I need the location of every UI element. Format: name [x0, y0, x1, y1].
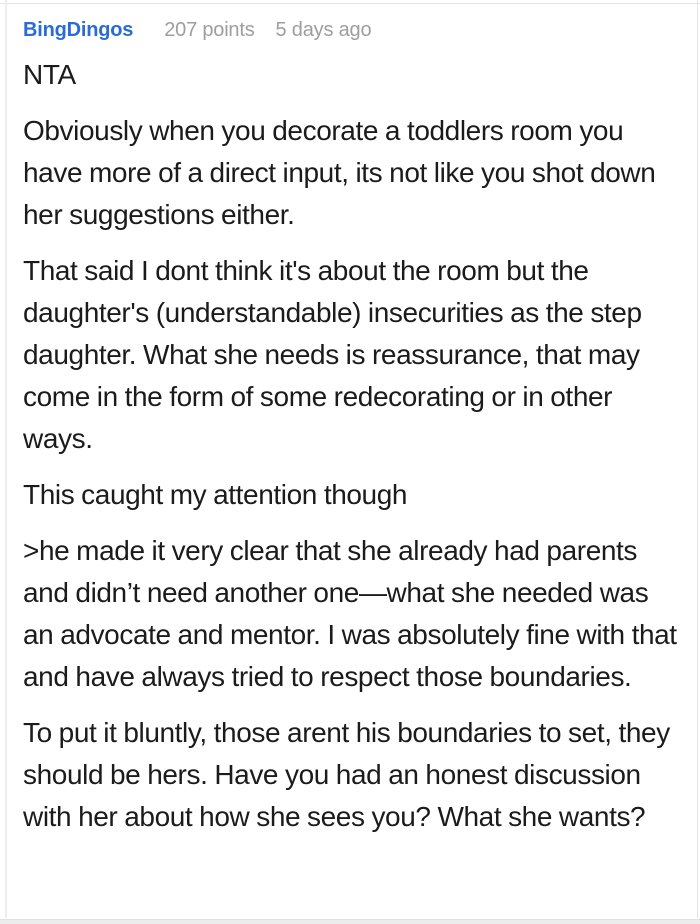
comment-body [23, 54, 683, 838]
reddit-comment [23, 0, 683, 838]
next-element-edge [0, 919, 700, 924]
comment-quote-paragraph: >he made it very clear that she already had parents and didn’t need another one—what she needed was an advocate and mentor. I was absolutely fine with that and have always tried to respect those boundaries. [23, 535, 677, 692]
comment-author-link[interactable]: BingDingos [23, 19, 134, 41]
thread-indent-line [5, 0, 7, 918]
page-edge-line [697, 0, 698, 918]
comment-header [23, 19, 683, 42]
comment-paragraph: This caught my attention though [23, 479, 408, 510]
comment-timestamp: 5 days ago [275, 19, 372, 41]
comment-paragraph: That said I dont think it's about the room but the daughter's (understandable) insecurities as the step daughter. What she needs is reassurance, that may come in the form of some redecorating or in other ways. [23, 255, 642, 454]
comment-points: 207 points [164, 19, 255, 41]
comment-verdict: NTA [23, 59, 76, 90]
comment-paragraph: To put it bluntly, those arent his boundaries to set, they should be hers. Have you had an honest discussion with her about how she sees you? What she wants? [23, 717, 670, 832]
comment-paragraph: Obviously when you decorate a toddlers room you have more of a direct input, its not like you shot down her suggestions either. [23, 115, 656, 230]
